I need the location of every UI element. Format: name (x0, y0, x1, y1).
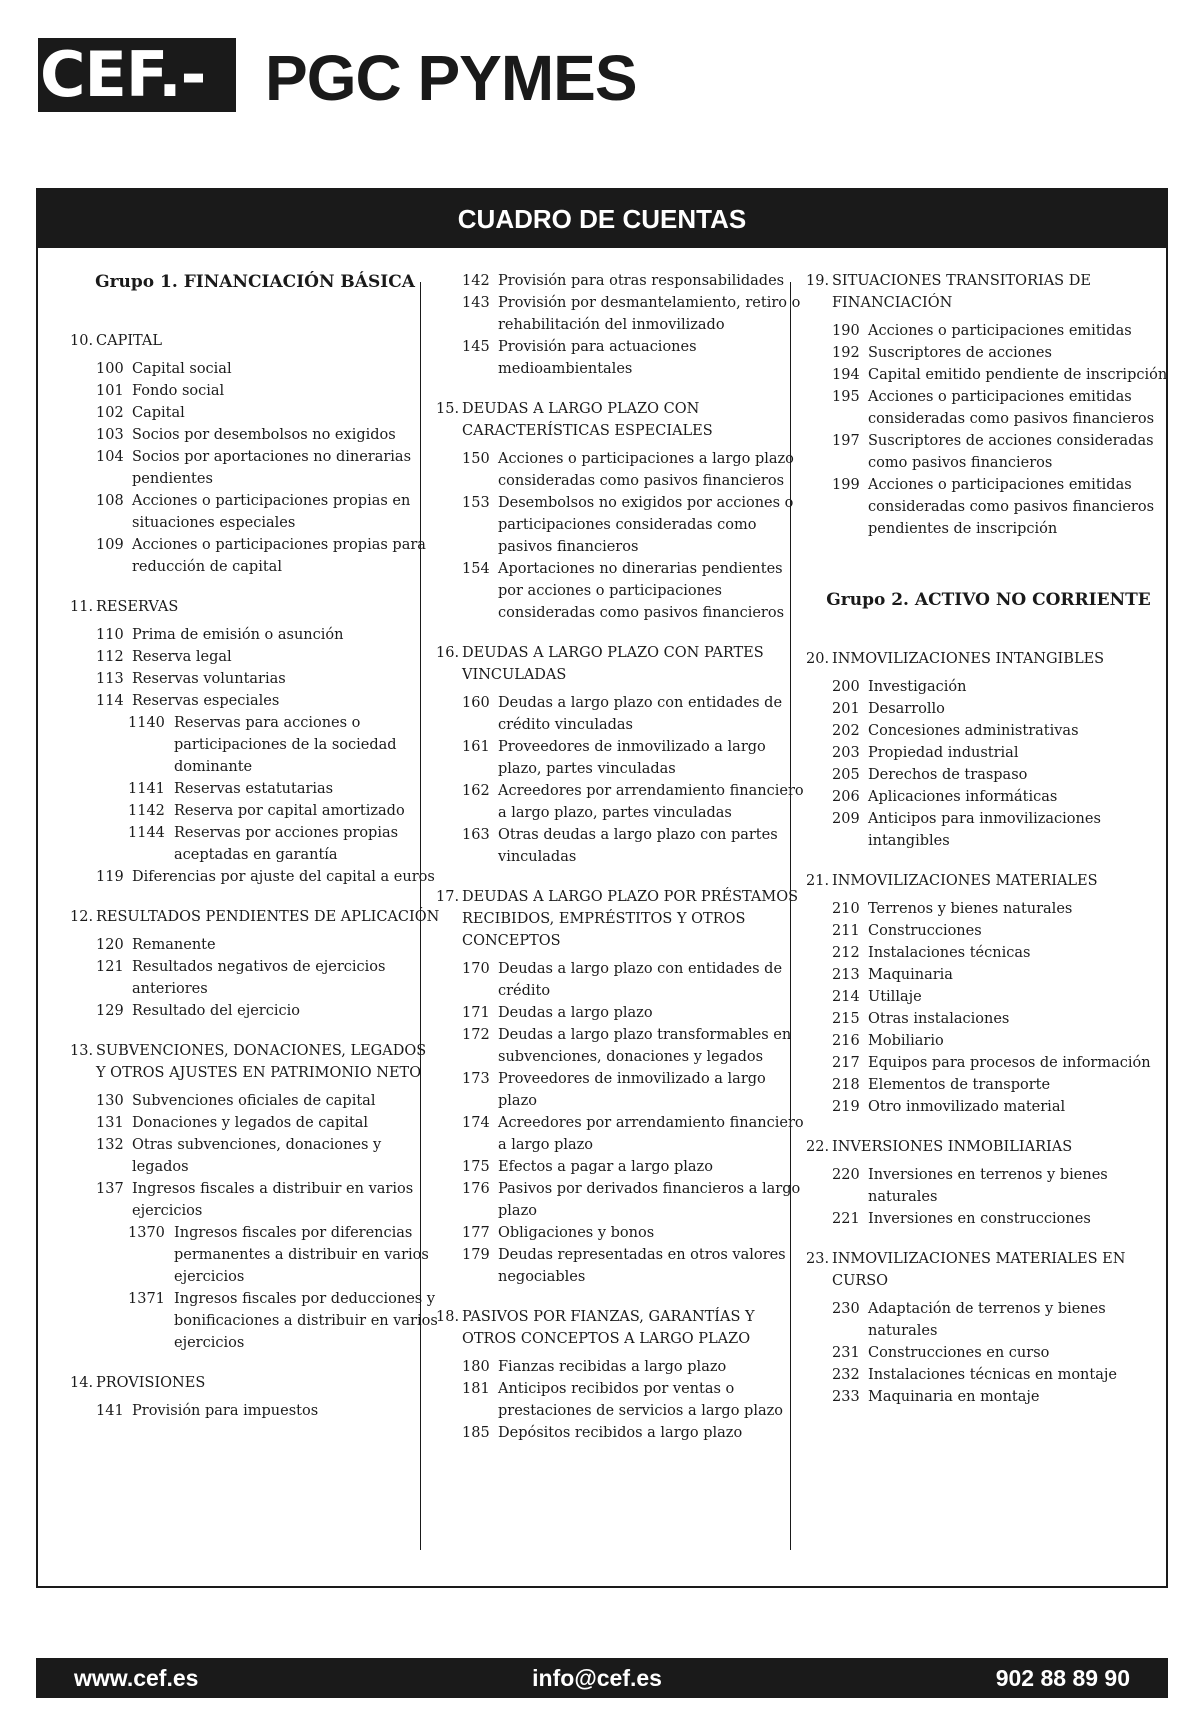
account-code: 11. (70, 599, 94, 615)
account-label: Derechos de traspaso (868, 767, 1028, 783)
account-row (70, 668, 440, 690)
column-1 (70, 270, 440, 1570)
account-row (70, 624, 440, 646)
footer-bar (36, 1658, 1168, 1698)
account-code: 13. (70, 1043, 94, 1059)
section-heading (436, 398, 809, 442)
section-heading (436, 886, 809, 952)
account-code: 206 (832, 789, 860, 805)
account-code: 130 (96, 1093, 124, 1109)
account-code: 179 (462, 1247, 490, 1263)
section-heading (70, 906, 440, 928)
account-label: Construcciones (868, 923, 982, 939)
account-label: Provisión para impuestos (132, 1403, 319, 1419)
account-row (806, 898, 1171, 920)
account-label: Reservas para acciones o participaciones de la sociedad dominante (174, 715, 397, 775)
account-code: 137 (96, 1181, 124, 1197)
account-label: Pasivos por derivados financieros a largo plazo (498, 1181, 801, 1219)
account-code: 18. (436, 1309, 460, 1325)
account-code: 170 (462, 961, 490, 977)
account-label: RESERVAS (96, 599, 179, 615)
account-label: Otras subvenciones, donaciones y legados (132, 1137, 382, 1175)
account-row (436, 1244, 809, 1288)
section-heading (436, 1306, 809, 1350)
account-row (70, 424, 440, 446)
section-heading (806, 270, 1171, 314)
account-row (806, 786, 1171, 808)
account-row (806, 474, 1171, 540)
account-row (806, 942, 1171, 964)
account-row (806, 1342, 1171, 1364)
account-label: Propiedad industrial (868, 745, 1019, 761)
account-label: Fianzas recibidas a largo plazo (498, 1359, 727, 1375)
account-code: 104 (96, 449, 124, 465)
account-label: Anticipos para inmovilizaciones intangibles (868, 811, 1101, 849)
account-code: 112 (96, 649, 124, 665)
account-row (70, 1178, 440, 1222)
section-heading (436, 642, 809, 686)
account-code: 160 (462, 695, 490, 711)
account-label: Resultados negativos de ejercicios anteriores (132, 959, 386, 997)
account-label: Proveedores de inmovilizado a largo plazo, partes vinculadas (498, 739, 766, 777)
account-code: 22. (806, 1139, 830, 1155)
account-code: 109 (96, 537, 124, 553)
account-code: 176 (462, 1181, 490, 1197)
account-code: 171 (462, 1005, 490, 1021)
account-code: 201 (832, 701, 860, 717)
account-row (70, 534, 440, 578)
account-label: Reserva legal (132, 649, 232, 665)
account-code: 1144 (128, 825, 165, 841)
account-list (806, 648, 1171, 1408)
accounts-table (36, 188, 1168, 1588)
account-code: 177 (462, 1225, 490, 1241)
account-row (806, 720, 1171, 742)
subaccount-row (70, 1222, 440, 1288)
account-row (436, 292, 809, 336)
account-code: 172 (462, 1027, 490, 1043)
account-code: 175 (462, 1159, 490, 1175)
account-label: Provisión por desmantelamiento, retiro o rehabilitación del inmovilizado (498, 295, 801, 333)
account-code: 132 (96, 1137, 124, 1153)
account-label: Adaptación de terrenos y bienes naturales (868, 1301, 1106, 1339)
account-label: Subvenciones oficiales de capital (132, 1093, 376, 1109)
account-row (806, 764, 1171, 786)
account-label: INVERSIONES INMOBILIARIAS (832, 1139, 1073, 1155)
account-code: 100 (96, 361, 124, 377)
website-link[interactable]: www.cef.es (74, 1664, 199, 1691)
account-label: Deudas a largo plazo con entidades de crédito vinculadas (498, 695, 783, 733)
account-row (70, 446, 440, 490)
account-label: Ingresos fiscales por diferencias permanentes a distribuir en varios ejercicios (174, 1225, 429, 1285)
account-code: 203 (832, 745, 860, 761)
section-heading (806, 1248, 1171, 1292)
section-heading (806, 870, 1171, 892)
account-row (436, 736, 809, 780)
account-row (436, 1422, 809, 1444)
account-code: 174 (462, 1115, 490, 1131)
account-label: Reservas por acciones propias aceptadas en garantía (174, 825, 399, 863)
account-label: Reservas voluntarias (132, 671, 286, 687)
account-code: 114 (96, 693, 124, 709)
account-code: 233 (832, 1389, 860, 1405)
account-label: Donaciones y legados de capital (132, 1115, 369, 1131)
account-row (436, 558, 809, 624)
account-row (806, 1208, 1171, 1230)
account-label: Aportaciones no dinerarias pendientes por acciones o participaciones consideradas como pasivos financieros (498, 561, 785, 621)
account-row (70, 1134, 440, 1178)
account-label: Acciones o participaciones propias para reducción de capital (132, 537, 426, 575)
account-code: 131 (96, 1115, 124, 1131)
account-code: 12. (70, 909, 94, 925)
account-label: Instalaciones técnicas (868, 945, 1031, 961)
account-label: Fondo social (132, 383, 225, 399)
section-heading (70, 1372, 440, 1394)
account-code: 154 (462, 561, 490, 577)
account-label: Deudas a largo plazo (498, 1005, 653, 1021)
account-label: PASIVOS POR FIANZAS, GARANTÍAS Y OTROS CONCEPTOS A LARGO PLAZO (462, 1309, 755, 1347)
account-code: 14. (70, 1375, 94, 1391)
account-row (70, 690, 440, 712)
account-label: Resultado del ejercicio (132, 1003, 300, 1019)
column-3 (806, 270, 1171, 1570)
account-code: 110 (96, 627, 124, 643)
account-code: 219 (832, 1099, 860, 1115)
group-heading-2: Grupo 2. ACTIVO NO CORRIENTE (826, 590, 1151, 610)
account-label: Ingresos fiscales a distribuir en varios ejercicios (132, 1181, 414, 1219)
account-code: 161 (462, 739, 490, 755)
account-label: Construcciones en curso (868, 1345, 1050, 1361)
account-row (436, 1222, 809, 1244)
account-code: 19. (806, 273, 830, 289)
account-row (436, 958, 809, 1002)
account-label: Terrenos y bienes naturales (868, 901, 1073, 917)
section-heading (806, 1136, 1171, 1158)
account-code: 23. (806, 1251, 830, 1267)
account-label: Reservas estatutarias (174, 781, 334, 797)
account-row (436, 1112, 809, 1156)
account-row (436, 448, 809, 492)
account-code: 173 (462, 1071, 490, 1087)
account-row (806, 1074, 1171, 1096)
account-code: 142 (462, 273, 490, 289)
column-2 (436, 270, 809, 1570)
account-row (70, 402, 440, 424)
email-link[interactable]: info@cef.es (532, 1664, 662, 1691)
account-row (436, 780, 809, 824)
account-row (436, 336, 809, 380)
account-code: 190 (832, 323, 860, 339)
account-label: Otras deudas a largo plazo con partes vinculadas (498, 827, 778, 865)
account-code: 232 (832, 1367, 860, 1383)
account-code: 108 (96, 493, 124, 509)
account-label: Acreedores por arrendamiento financiero a largo plazo (498, 1115, 804, 1153)
account-label: Acciones o participaciones emitidas (868, 323, 1132, 339)
account-label: Inversiones en construcciones (868, 1211, 1091, 1227)
account-code: 200 (832, 679, 860, 695)
account-code: 202 (832, 723, 860, 739)
account-code: 150 (462, 451, 490, 467)
account-code: 143 (462, 295, 490, 311)
account-label: Depósitos recibidos a largo plazo (498, 1425, 743, 1441)
account-row (806, 320, 1171, 342)
account-label: INMOVILIZACIONES MATERIALES EN CURSO (832, 1251, 1126, 1289)
account-row (436, 1356, 809, 1378)
account-row (436, 492, 809, 558)
account-code: 17. (436, 889, 460, 905)
account-row (70, 956, 440, 1000)
account-row (70, 866, 440, 888)
account-label: SUBVENCIONES, DONACIONES, LEGADOS Y OTROS AJUSTES EN PATRIMONIO NETO (96, 1043, 427, 1081)
account-label: Efectos a pagar a largo plazo (498, 1159, 713, 1175)
account-label: Desembolsos no exigidos por acciones o participaciones consideradas como pasivos financieros (498, 495, 794, 555)
account-code: 212 (832, 945, 860, 961)
account-label: Provisión para otras responsabilidades (498, 273, 785, 289)
account-row (806, 1008, 1171, 1030)
account-row (436, 1178, 809, 1222)
account-row (436, 1156, 809, 1178)
account-label: Anticipos recibidos por ventas o prestaciones de servicios a largo plazo (498, 1381, 783, 1419)
account-row (806, 742, 1171, 764)
account-code: 1140 (128, 715, 165, 731)
account-label: Mobiliario (868, 1033, 944, 1049)
account-list (70, 330, 440, 1422)
subaccount-row (70, 712, 440, 778)
account-label: Reserva por capital amortizado (174, 803, 405, 819)
account-row (70, 1400, 440, 1422)
account-row (806, 1386, 1171, 1408)
subaccount-row (70, 778, 440, 800)
account-code: 120 (96, 937, 124, 953)
account-label: Investigación (868, 679, 967, 695)
subaccount-row (70, 822, 440, 866)
account-label: Acciones o participaciones a largo plazo consideradas como pasivos financieros (498, 451, 794, 489)
logo-text: CEF.- (40, 38, 206, 111)
account-code: 102 (96, 405, 124, 421)
account-code: 218 (832, 1077, 860, 1093)
account-code: 15. (436, 401, 460, 417)
account-row (436, 692, 809, 736)
account-code: 197 (832, 433, 860, 449)
account-label: RESULTADOS PENDIENTES DE APLICACIÓN (96, 909, 440, 925)
account-row (806, 1298, 1171, 1342)
account-code: 180 (462, 1359, 490, 1375)
account-code: 103 (96, 427, 124, 443)
account-label: Reservas especiales (132, 693, 280, 709)
account-row (436, 1068, 809, 1112)
account-row (806, 808, 1171, 852)
account-code: 162 (462, 783, 490, 799)
account-row (806, 676, 1171, 698)
account-row (806, 1030, 1171, 1052)
account-code: 21. (806, 873, 830, 889)
account-row (806, 364, 1171, 386)
section-heading (70, 1040, 440, 1084)
subaccount-row (70, 800, 440, 822)
account-label: Obligaciones y bonos (498, 1225, 655, 1241)
account-row (70, 490, 440, 534)
account-label: Capital emitido pendiente de inscripción (868, 367, 1168, 383)
account-code: 230 (832, 1301, 860, 1317)
account-code: 214 (832, 989, 860, 1005)
account-code: 195 (832, 389, 860, 405)
account-label: Diferencias por ajuste del capital a euros (132, 869, 435, 885)
account-row (806, 1096, 1171, 1118)
account-row (806, 386, 1171, 430)
account-code: 163 (462, 827, 490, 843)
table-title: CUADRO DE CUENTAS (38, 190, 1166, 248)
account-row (70, 380, 440, 402)
account-row (436, 1024, 809, 1068)
account-code: 231 (832, 1345, 860, 1361)
account-code: 216 (832, 1033, 860, 1049)
account-label: Inversiones en terrenos y bienes naturales (868, 1167, 1108, 1205)
account-row (806, 1052, 1171, 1074)
section-heading (70, 596, 440, 618)
account-code: 10. (70, 333, 94, 349)
account-row (806, 964, 1171, 986)
account-row (436, 1378, 809, 1422)
account-label: Acreedores por arrendamiento financiero a largo plazo, partes vinculadas (498, 783, 804, 821)
account-label: Remanente (132, 937, 216, 953)
group-heading-1: Grupo 1. FINANCIACIÓN BÁSICA (95, 272, 415, 292)
account-label: DEUDAS A LARGO PLAZO CON CARACTERÍSTICAS ESPECIALES (462, 401, 713, 439)
account-label: Socios por aportaciones no dinerarias pendientes (132, 449, 412, 487)
account-label: Otras instalaciones (868, 1011, 1010, 1027)
account-label: Deudas a largo plazo con entidades de crédito (498, 961, 783, 999)
account-label: Capital social (132, 361, 232, 377)
account-label: DEUDAS A LARGO PLAZO POR PRÉSTAMOS RECIBIDOS, EMPRÉSTITOS Y OTROS CONCEPTOS (462, 889, 799, 949)
account-row (70, 358, 440, 380)
account-code: 215 (832, 1011, 860, 1027)
account-label: Desarrollo (868, 701, 945, 717)
section-heading (70, 330, 440, 352)
account-label: Provisión para actuaciones medioambientales (498, 339, 697, 377)
account-label: INMOVILIZACIONES INTANGIBLES (832, 651, 1105, 667)
account-label: Suscriptores de acciones consideradas como pasivos financieros (868, 433, 1154, 471)
account-label: PROVISIONES (96, 1375, 206, 1391)
account-code: 1142 (128, 803, 165, 819)
account-label: Acciones o participaciones emitidas consideradas como pasivos financieros pendientes de inscripción (868, 477, 1155, 537)
account-row (70, 646, 440, 668)
account-code: 145 (462, 339, 490, 355)
account-code: 205 (832, 767, 860, 783)
account-code: 185 (462, 1425, 490, 1441)
account-label: DEUDAS A LARGO PLAZO CON PARTES VINCULADAS (462, 645, 764, 683)
account-code: 199 (832, 477, 860, 493)
phone-number: 902 88 89 90 (995, 1664, 1130, 1691)
account-label: CAPITAL (96, 333, 163, 349)
account-code: 221 (832, 1211, 860, 1227)
account-list (806, 270, 1171, 540)
account-code: 211 (832, 923, 860, 939)
account-row (436, 1002, 809, 1024)
subaccount-row (70, 1288, 440, 1354)
account-code: 16. (436, 645, 460, 661)
account-code: 121 (96, 959, 124, 975)
account-row (806, 1364, 1171, 1386)
section-heading (806, 648, 1171, 670)
account-label: Elementos de transporte (868, 1077, 1051, 1093)
account-label: Equipos para procesos de información (868, 1055, 1151, 1071)
account-row (806, 698, 1171, 720)
account-code: 213 (832, 967, 860, 983)
account-label: Socios por desembolsos no exigidos (132, 427, 396, 443)
account-row (806, 1164, 1171, 1208)
account-list (436, 270, 809, 1444)
account-label: Aplicaciones informáticas (868, 789, 1058, 805)
account-label: SITUACIONES TRANSITORIAS DE FINANCIACIÓN (832, 273, 1091, 311)
account-row (70, 1090, 440, 1112)
account-code: 192 (832, 345, 860, 361)
account-label: Acciones o participaciones emitidas consideradas como pasivos financieros (868, 389, 1155, 427)
account-code: 210 (832, 901, 860, 917)
account-row (70, 934, 440, 956)
account-label: Suscriptores de acciones (868, 345, 1052, 361)
account-label: Deudas representadas en otros valores negociables (498, 1247, 786, 1285)
page-title: PGC PYMES (265, 42, 637, 114)
account-label: Otro inmovilizado material (868, 1099, 1066, 1115)
account-label: INMOVILIZACIONES MATERIALES (832, 873, 1098, 889)
account-row (70, 1000, 440, 1022)
account-code: 113 (96, 671, 124, 687)
account-code: 194 (832, 367, 860, 383)
account-code: 129 (96, 1003, 124, 1019)
account-label: Maquinaria (868, 967, 953, 983)
account-code: 101 (96, 383, 124, 399)
account-code: 119 (96, 869, 124, 885)
account-row (806, 986, 1171, 1008)
account-label: Prima de emisión o asunción (132, 627, 344, 643)
account-row (806, 920, 1171, 942)
account-label: Maquinaria en montaje (868, 1389, 1040, 1405)
account-row (70, 1112, 440, 1134)
account-code: 1371 (128, 1291, 165, 1307)
account-row (806, 342, 1171, 364)
account-label: Capital (132, 405, 185, 421)
account-label: Deudas a largo plazo transformables en subvenciones, donaciones y legados (498, 1027, 792, 1065)
account-row (436, 270, 809, 292)
account-code: 217 (832, 1055, 860, 1071)
account-code: 209 (832, 811, 860, 827)
account-code: 181 (462, 1381, 490, 1397)
account-code: 1141 (128, 781, 165, 797)
account-label: Concesiones administrativas (868, 723, 1079, 739)
account-label: Utillaje (868, 989, 922, 1005)
account-label: Instalaciones técnicas en montaje (868, 1367, 1117, 1383)
account-code: 153 (462, 495, 490, 511)
cef-logo (38, 38, 236, 112)
account-code: 20. (806, 651, 830, 667)
account-code: 220 (832, 1167, 860, 1183)
account-row (436, 824, 809, 868)
account-label: Ingresos fiscales por deducciones y bonificaciones a distribuir en varios ejercicios (174, 1291, 438, 1351)
account-row (806, 430, 1171, 474)
account-label: Acciones o participaciones propias en situaciones especiales (132, 493, 411, 531)
account-code: 1370 (128, 1225, 165, 1241)
account-code: 141 (96, 1403, 124, 1419)
account-label: Proveedores de inmovilizado a largo plazo (498, 1071, 766, 1109)
